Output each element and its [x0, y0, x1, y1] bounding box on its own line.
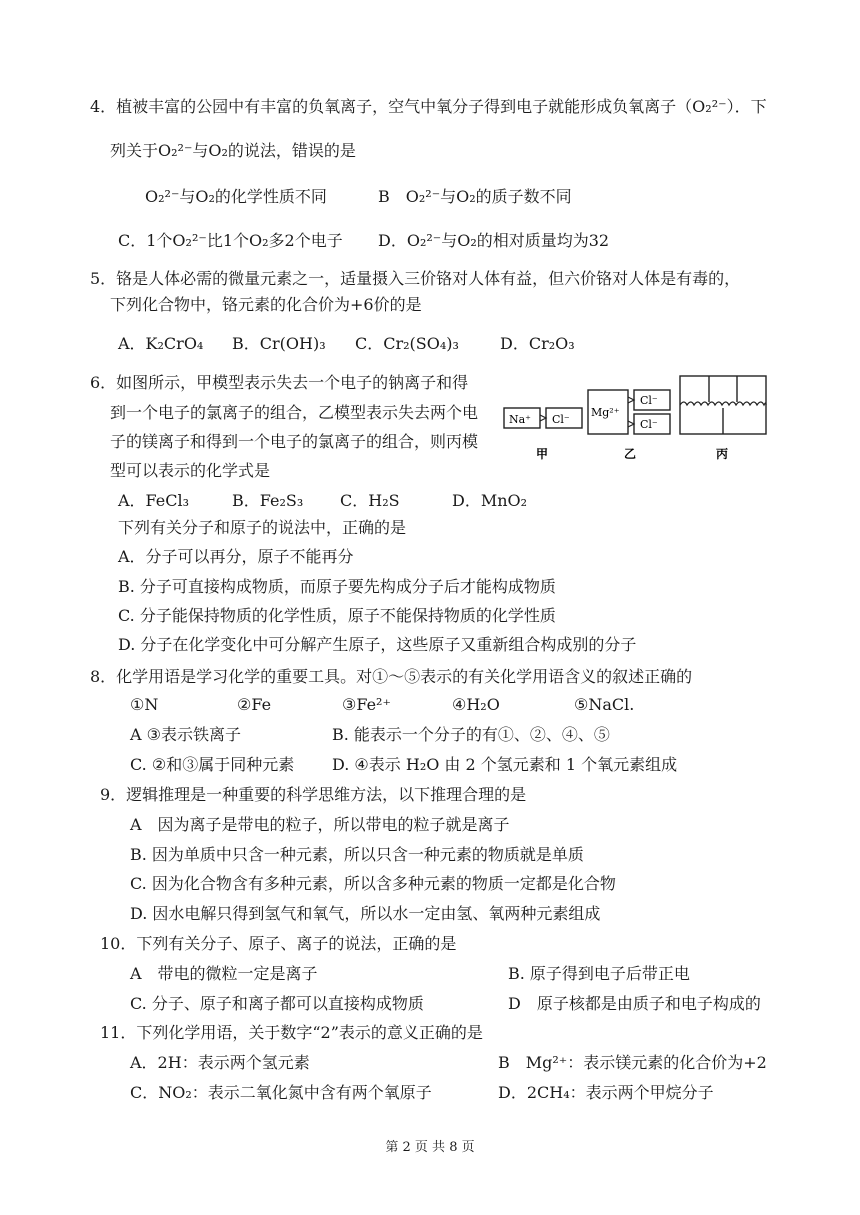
- model-jia: [504, 408, 582, 461]
- q4-option-c: C．1个O₂²⁻比1个O₂多2个电子: [118, 231, 343, 250]
- q9-option-d: D. 因水电解只得到氢气和氧气，所以水一定由氢、氧两种元素组成: [130, 904, 601, 923]
- q11-option-c: C．NO₂：表示二氧化氮中含有两个氧原子: [130, 1083, 432, 1102]
- caption-yi: 乙: [624, 447, 637, 461]
- q11-option-b: B Mg²⁺：表示镁元素的化合价为+2: [498, 1053, 767, 1072]
- q9-option-b: B. 因为单质中只含一种元素，所以只含一种元素的物质就是单质: [130, 845, 584, 864]
- cl-ion-label: Cl⁻: [552, 413, 570, 426]
- q8-option-a: A ③表示铁离子: [130, 725, 241, 744]
- q8-stem: 8．化学用语是学习化学的重要工具。对①～⑤表示的有关化学用语含义的叙述正确的: [90, 667, 693, 686]
- q4-option-b: B O₂²⁻与O₂的质子数不同: [378, 187, 572, 206]
- mg-ion-label: Mg²⁺: [591, 406, 620, 419]
- q4-option-d: D．O₂²⁻与O₂的相对质量均为32: [378, 231, 610, 250]
- q6-stem-line2: 到一个电子的氯离子的组合，乙模型表示失去两个电: [110, 403, 479, 422]
- q11-stem: 11．下列化学用语，关于数字“2”表示的意义正确的是: [100, 1023, 483, 1042]
- q10-option-a: A 带电的微粒一定是离子: [130, 964, 318, 983]
- cl-ion-top-label: Cl⁻: [640, 394, 658, 407]
- q8-item-1: ①N: [130, 695, 159, 714]
- q5-option-b: B．Cr(OH)₃: [232, 334, 326, 353]
- q6-stem-line3: 子的镁离子和得到一个电子的氯离子的组合，则丙模: [110, 432, 479, 451]
- q10-stem: 10．下列有关分子、原子、离子的说法，正确的是: [100, 934, 457, 953]
- q10-option-d: D 原子核都是由质子和电子构成的: [508, 994, 761, 1013]
- q5-stem-line1: 5．铬是人体必需的微量元素之一，适量摄入三价铬对人体有益，但六价铬对人体是有毒的，: [90, 269, 741, 288]
- q9-stem: 9．逻辑推理是一种重要的科学思维方法，以下推理合理的是: [100, 785, 527, 804]
- na-ion-label: Na⁺: [509, 413, 531, 426]
- q6-option-a: A．FeCl₃: [118, 491, 190, 510]
- q8-item-3: ③Fe²⁺: [342, 695, 391, 714]
- q11-option-d: D．2CH₄：表示两个甲烷分子: [498, 1083, 714, 1102]
- q8-item-5: ⑤NaCl.: [574, 695, 635, 714]
- q8-item-4: ④H₂O: [452, 695, 500, 714]
- q6-option-c: C．H₂S: [340, 491, 400, 510]
- q5-option-d: D．Cr₂O₃: [500, 334, 575, 353]
- q5-option-a: A．K₂CrO₄: [118, 334, 204, 353]
- q7-option-b: B. 分子可直接构成物质，而原子要先构成分子后才能构成物质: [118, 577, 556, 596]
- caption-jia: 甲: [536, 447, 549, 461]
- q8-option-c: C. ②和③属于同种元素: [130, 755, 295, 774]
- q9-option-a: A 因为离子是带电的粒子，所以带电的粒子就是离子: [130, 815, 510, 834]
- q8-option-b: B. 能表示一个分子的有①、②、④、⑤: [332, 725, 610, 744]
- q8-option-d: D. ④表示 H₂O 由 2 个氢元素和 1 个氧元素组成: [332, 755, 678, 774]
- q6-option-d: D．MnO₂: [452, 491, 528, 510]
- q9-option-c: C. 因为化合物含有多种元素，所以含多种元素的物质一定都是化合物: [130, 874, 616, 893]
- q10-option-c: C. 分子、原子和离子都可以直接构成物质: [130, 994, 424, 1013]
- page-footer: 第 2 页 共 8 页: [385, 1140, 475, 1155]
- ion-model-figure: [500, 372, 770, 464]
- q4-stem-line2: 列关于O₂²⁻与O₂的说法，错误的是: [110, 141, 356, 160]
- model-bing: [680, 376, 766, 461]
- q7-option-c: C. 分子能保持物质的化学性质，原子不能保持物质的化学性质: [118, 606, 556, 625]
- q10-option-b: B. 原子得到电子后带正电: [508, 964, 690, 983]
- q6-stem-line1: 6．如图所示，甲模型表示失去一个电子的钠离子和得: [90, 373, 469, 392]
- q11-option-a: A．2H：表示两个氢元素: [130, 1053, 310, 1072]
- q4-option-a: O₂²⁻与O₂的化学性质不同: [145, 187, 327, 206]
- q5-stem-line2: 下列化合物中，铬元素的化合价为+6价的是: [110, 295, 422, 314]
- caption-bing: 丙: [716, 447, 729, 461]
- q7-stem: 下列有关分子和原子的说法中，正确的是: [118, 518, 407, 537]
- cl-ion-bottom-label: Cl⁻: [640, 418, 658, 431]
- q6-option-b: B．Fe₂S₃: [232, 491, 304, 510]
- q6-stem-line4: 型可以表示的化学式是: [110, 461, 271, 480]
- q8-item-2: ②Fe: [237, 695, 272, 714]
- q7-option-a: A．分子可以再分，原子不能再分: [118, 547, 354, 566]
- q7-option-d: D. 分子在化学变化中可分解产生原子，这些原子又重新组合构成别的分子: [118, 635, 637, 654]
- model-yi: [588, 390, 670, 461]
- q4-stem-line1: 4．植被丰富的公园中有丰富的负氧离子，空气中氧分子得到电子就能形成负氧离子（O₂²⁻）．下: [90, 97, 767, 116]
- q5-option-c: C．Cr₂(SO₄)₃: [355, 334, 459, 353]
